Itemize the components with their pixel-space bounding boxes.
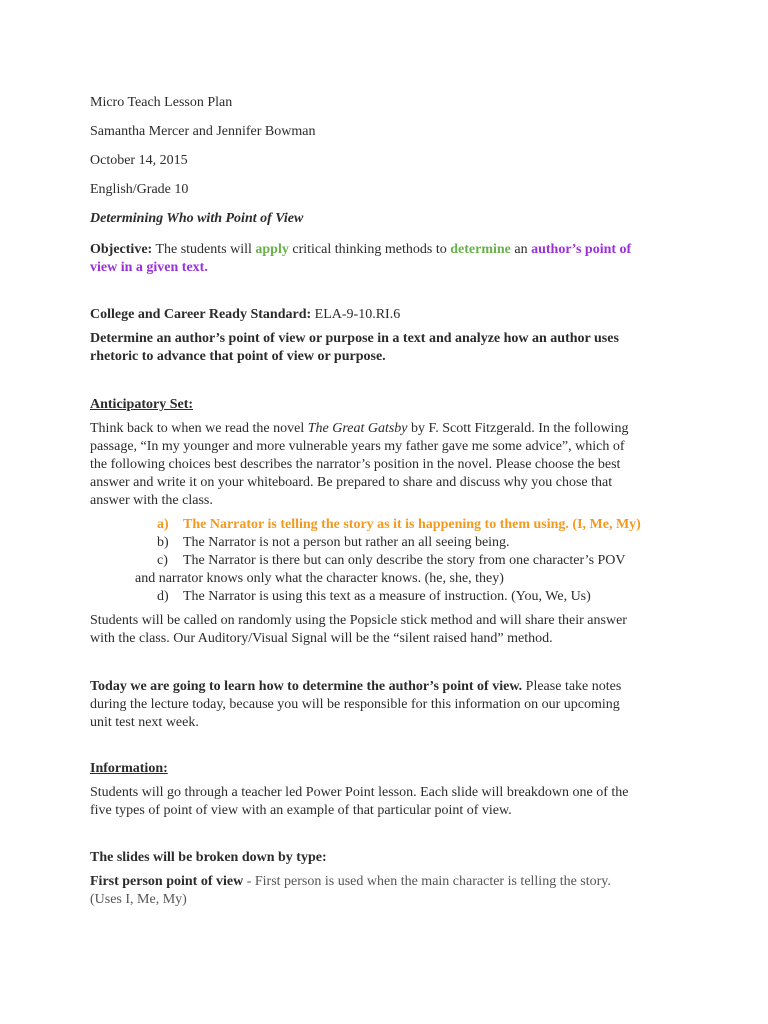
anticipatory-line-3: the following choices best describes the narrator’s position in the novel. Please choose the best bbox=[90, 457, 621, 472]
document-title: Micro Teach Lesson Plan bbox=[90, 95, 233, 110]
information-line-2: five types of point of view with an example of that particular point of view. bbox=[90, 803, 512, 818]
objective-pov-2: view in a given text. bbox=[90, 260, 208, 275]
anticipatory-text-1a: Think back to when we read the novel bbox=[90, 421, 308, 436]
option-a bbox=[157, 516, 641, 534]
slides-heading: The slides will be broken down by type: bbox=[90, 850, 327, 865]
today-line-1 bbox=[90, 678, 621, 696]
course: English/Grade 10 bbox=[90, 182, 189, 197]
objective-text-2: critical thinking methods to bbox=[288, 242, 451, 257]
anticipatory-line-4: answer and write it on your whiteboard. Be prepared to share and discuss why you chose that bbox=[90, 475, 613, 490]
standard-code: ELA-9-10.RI.6 bbox=[311, 307, 401, 322]
standard-line bbox=[90, 306, 400, 324]
option-marker: b) bbox=[157, 535, 169, 550]
option-text: The Narrator is telling the story as it is happening to them using. (I, Me, My) bbox=[183, 517, 641, 532]
authors: Samantha Mercer and Jennifer Bowman bbox=[90, 124, 316, 139]
standard-label: College and Career Ready Standard: bbox=[90, 307, 312, 322]
today-line-3: unit test next week. bbox=[90, 715, 199, 730]
anticipatory-text-1b: by F. Scott Fitzgerald. In the following bbox=[407, 421, 629, 436]
objective-determine: determine bbox=[450, 242, 511, 257]
option-marker: c) bbox=[157, 553, 168, 568]
option-c-continued: and narrator knows only what the character knows. (he, she, they) bbox=[135, 571, 504, 586]
option-text: The Narrator is there but can only describe the story from one character’s POV bbox=[183, 553, 626, 568]
anticipatory-heading: Anticipatory Set: bbox=[90, 397, 194, 412]
first-person-text-2: (Uses I, Me, My) bbox=[90, 892, 187, 907]
standard-text-2: rhetoric to advance that point of view or purpose. bbox=[90, 349, 386, 364]
book-title: The Great Gatsby bbox=[307, 421, 408, 436]
lesson-title: Determining Who with Point of View bbox=[90, 211, 304, 226]
anticipatory-line-5: answer with the class. bbox=[90, 493, 213, 508]
objective-line-1 bbox=[90, 241, 631, 259]
option-text: The Narrator is not a person but rather an all seeing being. bbox=[183, 535, 510, 550]
first-person-text: - First person is used when the main character is telling the story. bbox=[243, 874, 611, 889]
objective-text-1: The students will bbox=[152, 242, 256, 257]
option-d bbox=[157, 588, 591, 606]
today-bold: Today we are going to learn how to determine the author’s point of view. bbox=[90, 679, 523, 694]
option-c bbox=[157, 552, 626, 570]
information-heading: Information: bbox=[90, 761, 168, 776]
standard-text-1: Determine an author’s point of view or purpose in a text and analyze how an author uses bbox=[90, 331, 619, 346]
today-line-2: during the lecture today, because you will be responsible for this information on our upcoming bbox=[90, 697, 620, 712]
date: October 14, 2015 bbox=[90, 153, 188, 168]
objective-label: Objective: bbox=[90, 242, 153, 257]
option-marker: a) bbox=[157, 517, 169, 532]
first-person-line bbox=[90, 873, 611, 891]
option-b bbox=[157, 534, 510, 552]
today-text: Please take notes bbox=[522, 679, 622, 694]
anticipatory-after-1: Students will be called on randomly using the Popsicle stick method and will share their answer bbox=[90, 613, 627, 628]
objective-text-3: an bbox=[510, 242, 532, 257]
option-marker: d) bbox=[157, 589, 169, 604]
anticipatory-line-1 bbox=[90, 420, 628, 438]
anticipatory-after-2: with the class. Our Auditory/Visual Signal will be the “silent raised hand” method. bbox=[90, 631, 553, 646]
option-text: The Narrator is using this text as a measure of instruction. (You, We, Us) bbox=[183, 589, 591, 604]
anticipatory-line-2: passage, “In my younger and more vulnerable years my father gave me some advice”, which of bbox=[90, 439, 625, 454]
objective-apply: apply bbox=[255, 242, 289, 257]
information-line-1: Students will go through a teacher led Power Point lesson. Each slide will breakdown one of the bbox=[90, 785, 629, 800]
first-person-label: First person point of view bbox=[90, 874, 244, 889]
objective-pov-1: author’s point of bbox=[531, 242, 632, 257]
